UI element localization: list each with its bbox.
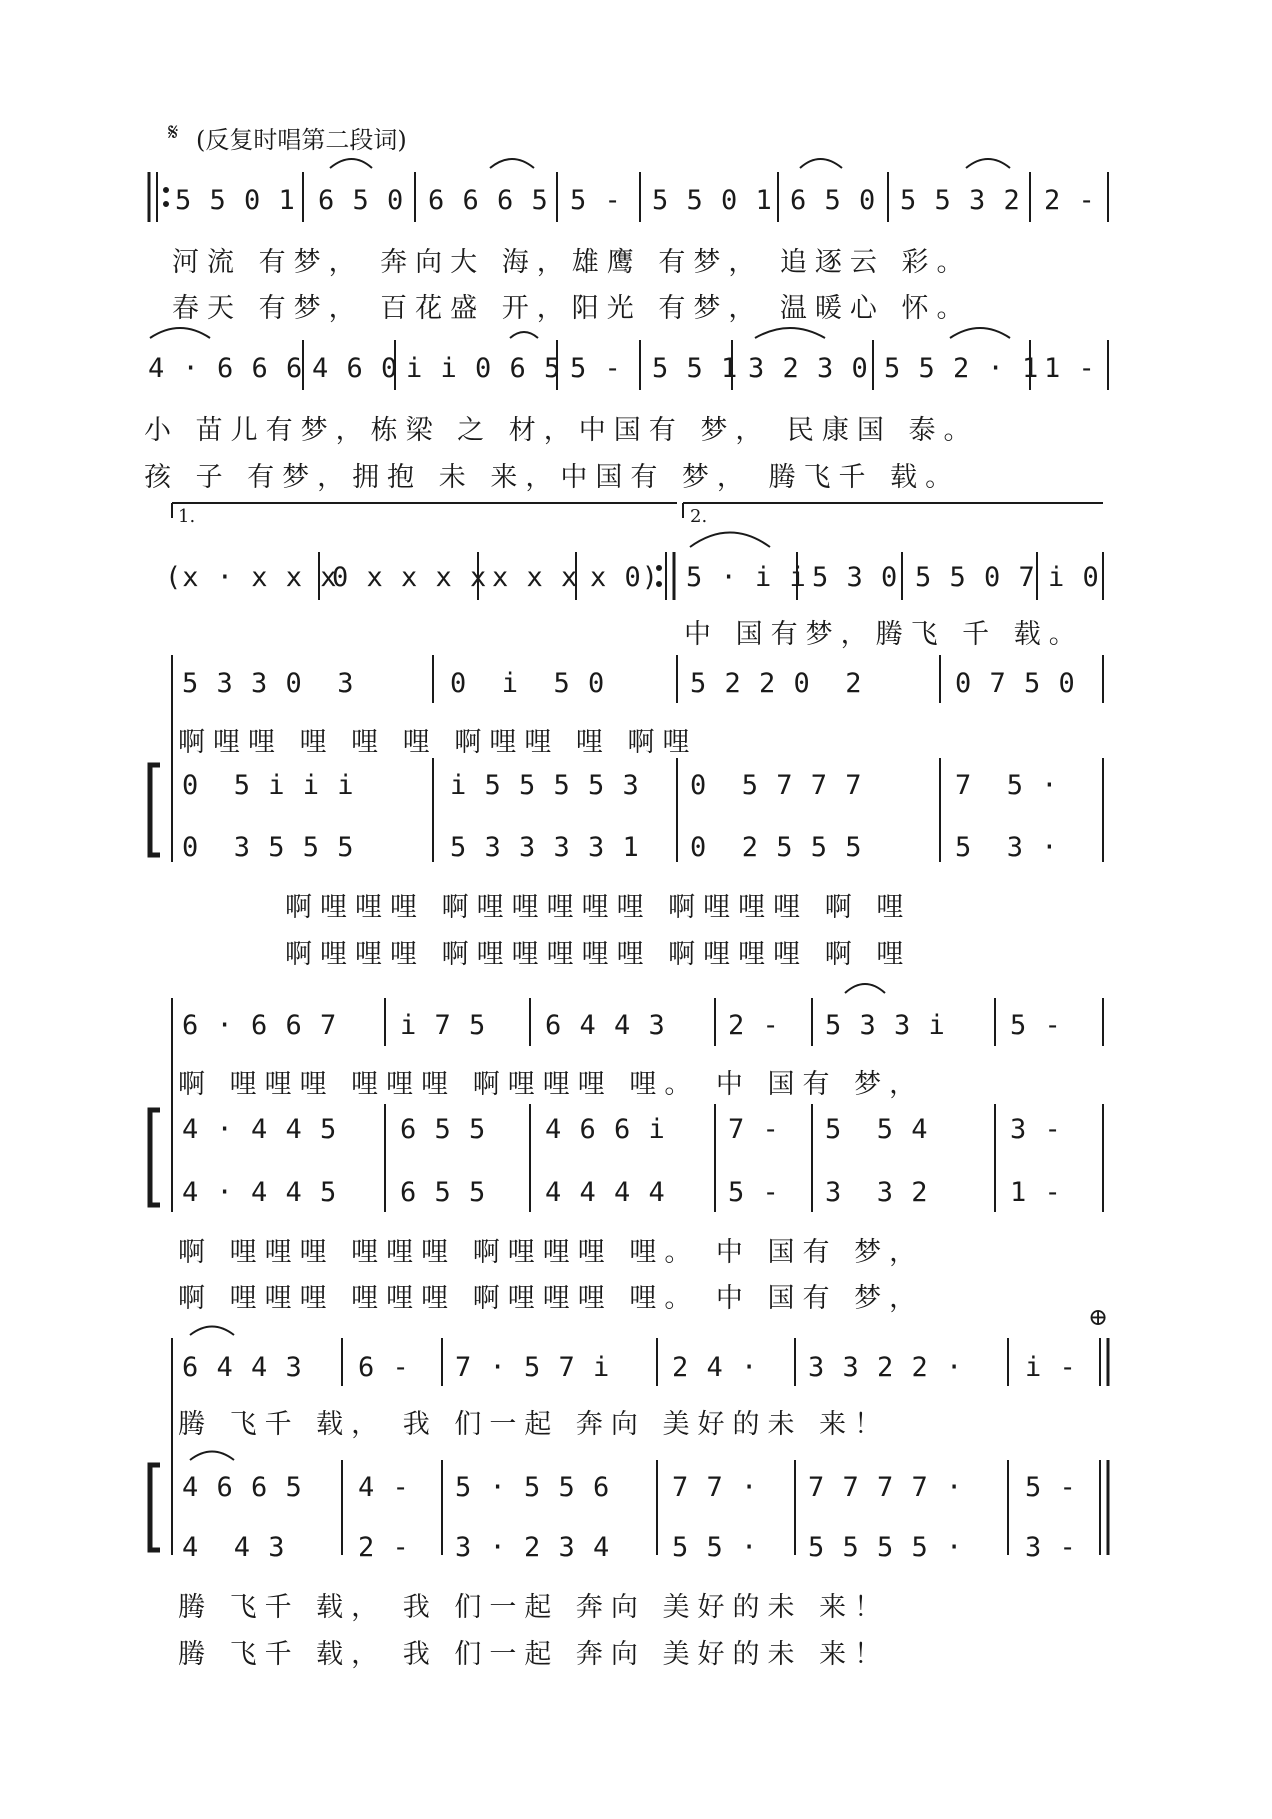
system4-solo-bar3: 5 2 2 0 2 [690, 668, 863, 699]
system2-bar2-notes: 4 6 0 [312, 353, 399, 384]
system5-upper-bar5: 5 5 4 [825, 1114, 929, 1145]
system5-upper-bar3: 4 6 6 i [545, 1114, 666, 1145]
system6-lower-bar1: 4 4 3 [182, 1532, 286, 1563]
system5-upper-bar2: 6 5 5 [400, 1114, 487, 1145]
volta-2: 2. [690, 506, 708, 527]
system2-bar3-notes: i i 0 6 5 [406, 353, 562, 384]
system6-solo-bar5: 3 3 2 2 · [808, 1352, 964, 1383]
system1-bar7-notes: 5 5 3 2 [900, 185, 1021, 216]
system3-rhythm-bar1: (x · x x x [165, 562, 338, 593]
system6-upper-bar2: 4 - [358, 1472, 410, 1503]
system5-lyrics-upper: 啊 哩哩哩 哩哩哩 啊哩哩哩 哩。 中 国有 梦， [178, 1237, 925, 1268]
system6-solo-bar2: 6 - [358, 1352, 410, 1383]
system6-solo-lyrics: 腾 飞千 载， 我 们一起 奔向 美好的未 来！ [178, 1409, 890, 1440]
system5-solo-lyrics: 啊 哩哩哩 哩哩哩 啊哩哩哩 哩。 中 国有 梦， [178, 1069, 925, 1100]
system5-solo-bar6: 5 - [1010, 1010, 1062, 1041]
system4-solo-bar1: 5 3 3 0 3 [182, 668, 355, 699]
system5-lower-bar3: 4 4 4 4 [545, 1177, 666, 1208]
system3-bar4-notes: i 0 [1048, 562, 1100, 593]
system5-solo-bar3: 6 4 4 3 [545, 1010, 666, 1041]
system4-solo-bar4: 0 7 5 0 [955, 668, 1076, 699]
system6-lower-bar3: 3 · 2 3 4 [455, 1532, 611, 1563]
repeat-instruction: (反复时唱第二段词) [196, 126, 407, 154]
system3-rhythm-bar4: x 0) [590, 562, 660, 593]
system6-solo-bar1: 6 4 4 3 [182, 1352, 303, 1383]
system4-lower-bar4: 5 3 · [955, 832, 1059, 863]
system5-lower-bar2: 6 5 5 [400, 1177, 487, 1208]
system5-solo-bar2: i 7 5 [400, 1010, 487, 1041]
system2-bar8-notes: 1 - [1044, 353, 1096, 384]
system6-upper-bar6: 5 - [1025, 1472, 1077, 1503]
system2-bar4-notes: 5 - [570, 353, 622, 384]
coda-mark: ⊕ [1088, 1303, 1109, 1331]
system6-upper-bar4: 7 7 · [672, 1472, 759, 1503]
system2-bar1-notes: 4 · 6 6 6 [148, 353, 304, 384]
system6-solo-bar4: 2 4 · [672, 1352, 759, 1383]
system6-solo-bar3: 7 · 5 7 i [455, 1352, 611, 1383]
system6-lower-bar6: 3 - [1025, 1532, 1077, 1563]
system6-lyrics-upper: 腾 飞千 载， 我 们一起 奔向 美好的未 来！ [178, 1592, 890, 1623]
system3-lyrics: 中 国有梦，腾飞 千 载。 [684, 619, 1084, 650]
system1-bar5-notes: 5 5 0 1 [652, 185, 773, 216]
system3-bar3-notes: 5 5 0 7 [915, 562, 1036, 593]
system1-bar1-notes: 5 5 0 1 [175, 185, 296, 216]
system6-lower-bar2: 2 - [358, 1532, 410, 1563]
system6-upper-bar1: 4 6 6 5 [182, 1472, 303, 1503]
system4-upper-bar2: i 5 5 5 5 3 [450, 770, 640, 801]
system1-bar2-notes: 6 5 0 [318, 185, 405, 216]
system4-lyrics-lower: 啊哩哩哩 啊哩哩哩哩哩 啊哩哩哩 啊 哩 [285, 939, 912, 970]
volta-1: 1. [178, 506, 196, 527]
system4-lower-bar3: 0 2 5 5 5 [690, 832, 863, 863]
system3-rhythm-bar3: x x x [492, 562, 579, 593]
system4-solo-bar2: 0 i 5 0 [450, 668, 606, 699]
system1-bar6-notes: 6 5 0 [790, 185, 877, 216]
system4-upper-bar1: 0 5 i i i [182, 770, 355, 801]
system6-upper-bar3: 5 · 5 5 6 [455, 1472, 611, 1503]
system4-upper-bar3: 0 5 7 7 7 [690, 770, 863, 801]
system4-lower-bar1: 0 3 5 5 5 [182, 832, 355, 863]
system5-lower-bar5: 3 3 2 [825, 1177, 929, 1208]
system1-lyrics-verse2: 春天 有梦， 百花盛 开，阳光 有梦， 温暖心 怀。 [172, 293, 972, 324]
system5-lower-bar6: 1 - [1010, 1177, 1062, 1208]
system5-upper-bar4: 7 - [728, 1114, 780, 1145]
system5-upper-bar6: 3 - [1010, 1114, 1062, 1145]
system3-rhythm-bar2: 0 x x x x [332, 562, 488, 593]
system6-lyrics-lower: 腾 飞千 载， 我 们一起 奔向 美好的未 来！ [178, 1639, 890, 1670]
system5-lyrics-lower: 啊 哩哩哩 哩哩哩 啊哩哩哩 哩。 中 国有 梦， [178, 1283, 925, 1314]
system4-solo-lyrics: 啊哩哩 哩 哩 哩 啊哩哩 哩 啊哩 [178, 727, 698, 758]
system4-lyrics-upper: 啊哩哩哩 啊哩哩哩哩哩 啊哩哩哩 啊 哩 [285, 892, 912, 923]
system2-bar6-notes: 3 2 3 0 [748, 353, 869, 384]
system2-lyrics-verse2: 孩 子 有梦，拥抱 未 来，中国有 梦， 腾飞千 载。 [144, 462, 961, 493]
system4-lower-bar2: 5 3 3 3 3 1 [450, 832, 640, 863]
system5-solo-bar4: 2 - [728, 1010, 780, 1041]
system6-upper-bar5: 7 7 7 7 · [808, 1472, 964, 1503]
system3-bar2-notes: 5 3 0 [812, 562, 899, 593]
system1-lyrics-verse1: 河流 有梦， 奔向大 海，雄鹰 有梦， 追逐云 彩。 [172, 247, 972, 278]
system3-bar1-notes: 5 · i i [686, 562, 807, 593]
system5-upper-bar1: 4 · 4 4 5 [182, 1114, 338, 1145]
system5-solo-bar5: 5 3 3 i [825, 1010, 946, 1041]
system6-lower-bar5: 5 5 5 5 · [808, 1532, 964, 1563]
system2-bar7-notes: 5 5 2 · 1 [884, 353, 1040, 384]
system2-bar5-notes: 5 5 1 [652, 353, 739, 384]
system1-bar3-notes: 6 6 6 5 [428, 185, 549, 216]
system1-bar4-notes: 5 - [570, 185, 622, 216]
system4-upper-bar4: 7 5 · [955, 770, 1059, 801]
system5-lower-bar4: 5 - [728, 1177, 780, 1208]
system1-bar8-notes: 2 - [1044, 185, 1096, 216]
system6-solo-bar6: i - [1025, 1352, 1077, 1383]
segno-mark: 𝄋 [168, 118, 179, 146]
system6-lower-bar4: 5 5 · [672, 1532, 759, 1563]
system2-lyrics-verse1: 小 苗儿有梦，栋梁 之 材，中国有 梦， 民康国 泰。 [144, 415, 979, 446]
system5-solo-bar1: 6 · 6 6 7 [182, 1010, 338, 1041]
system5-lower-bar1: 4 · 4 4 5 [182, 1177, 338, 1208]
